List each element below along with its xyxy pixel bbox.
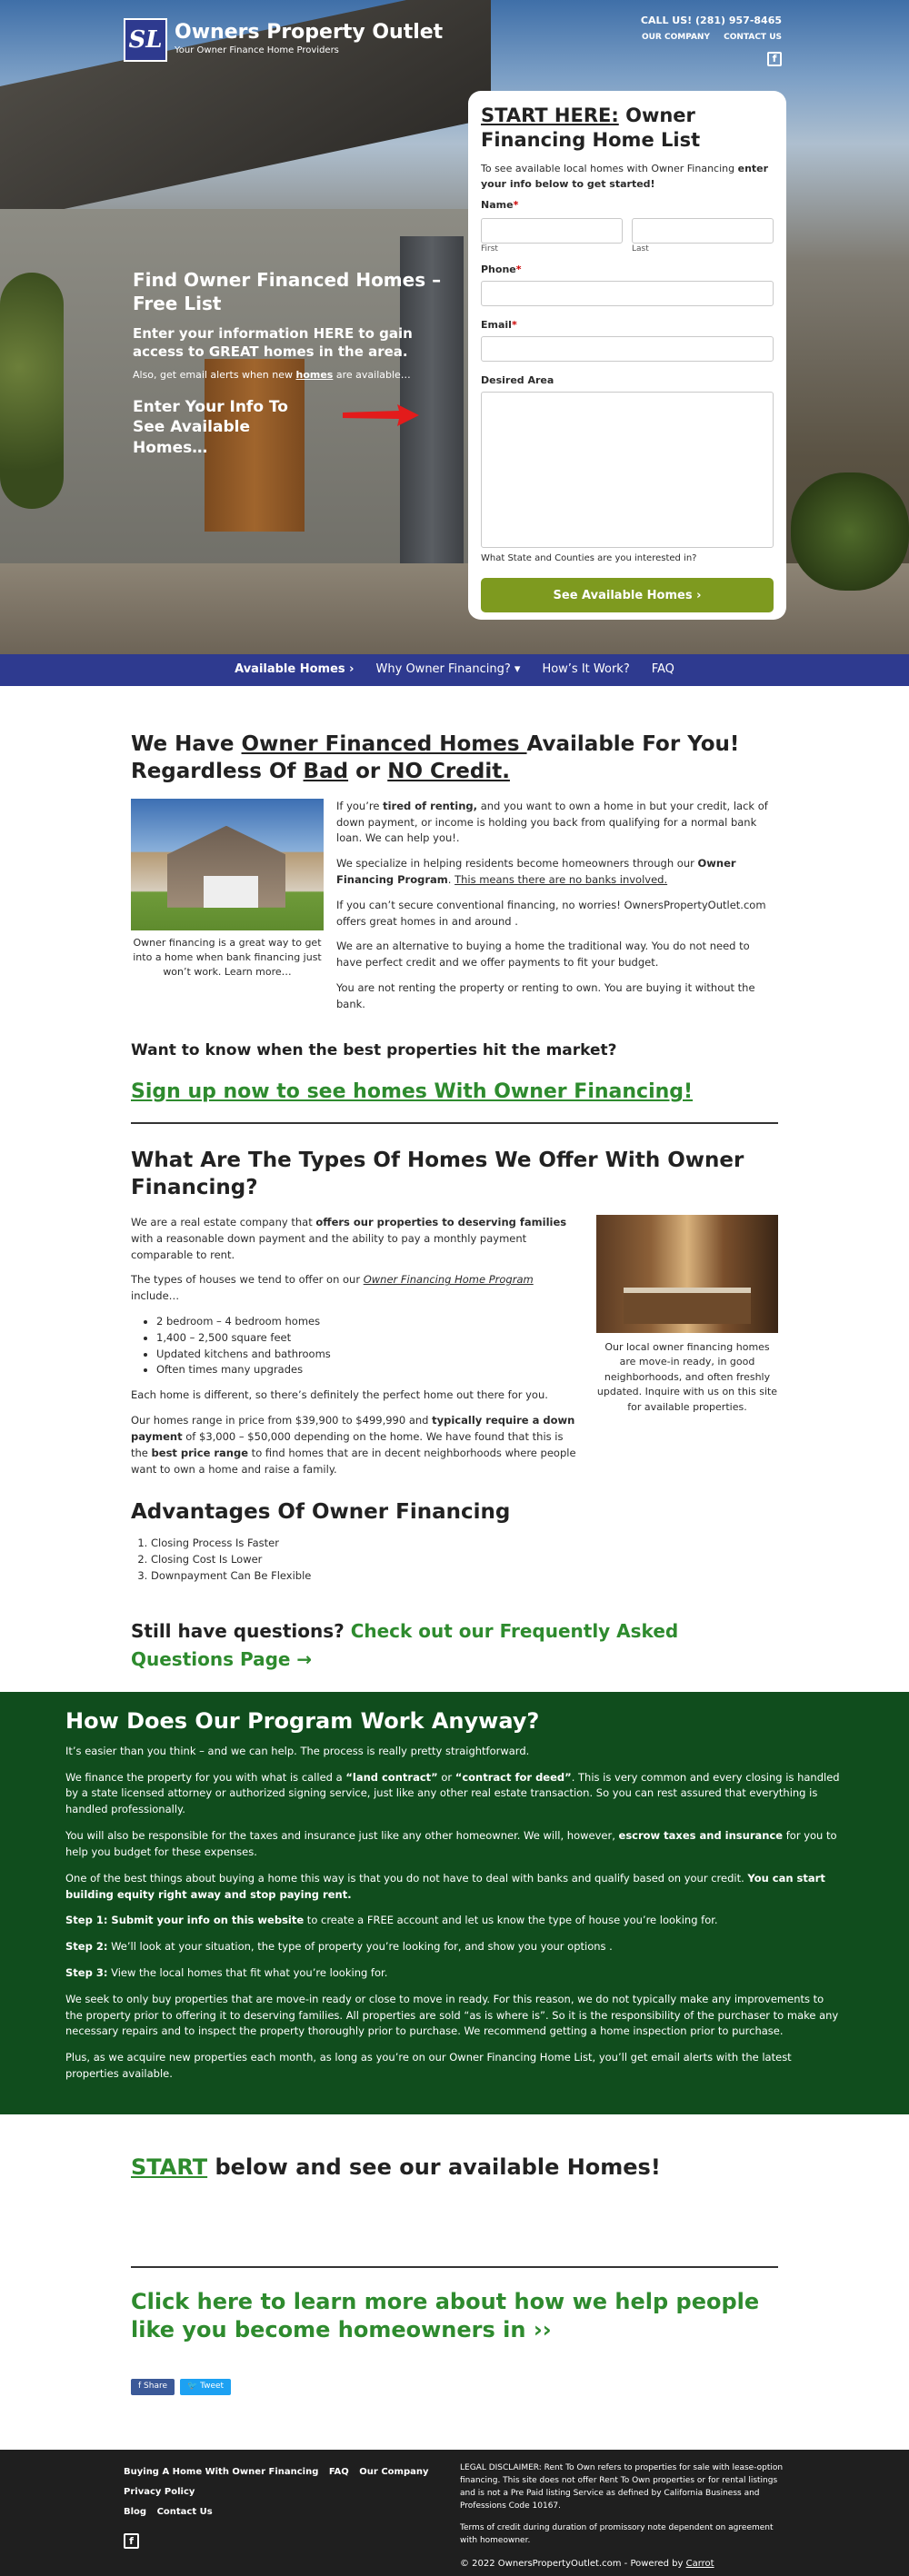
desired-area-textarea[interactable] <box>481 392 774 548</box>
house-photo-caption: Owner financing is a great way to get into a home when bank financing just won’t work. Learn more… <box>133 936 322 978</box>
desired-area-label: Desired Area <box>481 373 554 386</box>
program-section <box>0 1692 909 2114</box>
start-link[interactable]: START <box>131 2153 208 2180</box>
types-copy <box>131 1215 580 1487</box>
intro-p5: You are not renting the property or renting to own. You are buying it without the bank. <box>336 981 755 1010</box>
program-p4: One of the best things about buying a home this way is that you do not have to deal with banks and qualify based on your credit. You can start building equity right away and stop paying rent. <box>65 1871 825 1901</box>
list-item: • 2 bedroom – 4 bedroom homes <box>156 1314 580 1330</box>
program-p3: You will also be responsible for the taxes and insurance just like any other homeowner. We will, however, escrow taxes and insurance for you to help you budget for these expenses. <box>65 1829 837 1858</box>
hero-alerts: Also, get email alerts when new homes are available… <box>133 368 411 381</box>
types-p4: Our homes range in price from $39,900 to $499,990 and typically require a down payment of $3,000 – $50,000 depending on the home. We have found that this is the best price range to find homes that are in decent neighborhoods where people want to own a home and raise a family. <box>131 1414 576 1476</box>
intro-p1: If you’re tired of renting, and you want to own a home in but your credit, lack of down payment, or income is holding you back from qualifying for a normal bank loan. We can help you!. <box>336 799 768 845</box>
hero-section <box>0 0 909 654</box>
logo-link[interactable] <box>124 13 443 67</box>
footer-link[interactable]: Our Company <box>359 2467 429 2478</box>
start-heading: START below and see our available Homes! <box>131 2153 661 2180</box>
credit-terms: Terms of credit during duration of promissory note dependent on agreement with homeowner. <box>460 2523 774 2546</box>
section-divider <box>131 1122 778 1124</box>
logo-mark-icon: SL <box>124 18 167 62</box>
program-p6: Plus, as we acquire new properties each month, as long as you’re on our Owner Financing Home List, you’ll get email alerts with the latest properties available. <box>65 2051 792 2081</box>
hero-subtitle: Enter your information HERE to gain access to GREAT homes in the area. <box>133 325 413 361</box>
header-link-our-company[interactable]: OUR COMPANY <box>641 33 710 43</box>
nav-faq[interactable]: FAQ <box>651 662 674 677</box>
footer-link[interactable]: Buying A Home With Owner Financing <box>124 2467 319 2478</box>
nav-why-owner-financing[interactable]: Why Owner Financing? ▾ <box>375 662 521 677</box>
program-p5: We seek to only buy properties that are move-in ready or close to move in ready. For this reason, we do not typically make any improvements to the property prior to offering it to deserving families. All properties are sold “as is where is”. So it is the responsibility of the purchaser to make any necessary repairs and to inspect the property thoroughly prior to purchase. We recommend getting a home inspection prior to purchase. <box>65 1992 839 2038</box>
copyright: © 2022 OwnersPropertyOutlet.com - Powered by Carrot <box>460 2558 714 2569</box>
program-step-3: Step 3: View the local homes that fit what you’re looking for. <box>65 1965 388 1979</box>
types-heading: What Are The Types Of Homes We Offer With Owner Financing? <box>131 1149 744 1200</box>
advantages-list <box>151 1536 311 1584</box>
learn-more-link[interactable]: Click here to learn more about how we help people like you become homeowners in ›› <box>131 2289 760 2343</box>
types-p2: The types of houses we tend to offer on our Owner Financing Home Program include… <box>131 1273 534 1303</box>
nav-how-it-works[interactable]: How’s It Work? <box>542 662 630 677</box>
red-arrow-icon <box>343 404 419 426</box>
facebook-icon[interactable]: f <box>124 2533 139 2549</box>
legal-text: LEGAL DISCLAIMER: Rent To Own refers to properties for sale with lease-option financing. This site does not offer Rent To Own properties or for rental listings and is not a Pre Paid listing Service as defined by California Business and Professions Code 10167. <box>460 2463 784 2511</box>
hero-title: Find Owner Financed Homes – Free List <box>133 269 442 314</box>
program-step-2: Step 2: We’ll look at your situation, the type of property you’re looking for, and show you your options . <box>65 1940 613 1954</box>
footer-link[interactable]: Blog <box>124 2507 147 2518</box>
list-item: • Often times many upgrades <box>156 1362 580 1378</box>
phone-input[interactable] <box>481 281 774 306</box>
intro-p4: We are an alternative to buying a home the traditional way. You do not need to have perfect credit and we offer payments to fit your budget. <box>336 940 750 970</box>
legal-disclaimer <box>460 2462 785 2576</box>
carrot-link[interactable]: Carrot <box>685 2558 714 2569</box>
program-heading: How Does Our Program Work Anyway? <box>65 1707 540 1734</box>
types-p3: Each home is different, so there’s definitely the perfect home out there for you. <box>131 1388 548 1402</box>
section-divider <box>131 2266 778 2268</box>
footer <box>0 2450 909 2576</box>
lower-section <box>131 2114 778 2396</box>
hero-photo-bush-right <box>791 472 909 591</box>
header <box>124 13 782 67</box>
lead-form <box>468 91 786 620</box>
house-photo <box>131 799 324 930</box>
phone-label: Phone* <box>481 263 522 275</box>
header-link-contact-us[interactable]: CONTACT US <box>724 33 782 43</box>
home-types-list <box>156 1314 580 1378</box>
intro-figure <box>131 799 324 1022</box>
hero-photo-bush <box>0 273 64 509</box>
email-input[interactable] <box>481 336 774 362</box>
site-tagline: Your Owner Finance Home Providers <box>175 45 339 56</box>
intro-heading: We Have Owner Financed Homes Available For You! Regardless Of Bad or NO Credit. <box>131 732 740 783</box>
list-item: • 1,400 – 2,500 square feet <box>156 1330 580 1347</box>
first-name-input[interactable] <box>481 218 623 244</box>
kitchen-figure <box>596 1215 778 1487</box>
kitchen-photo-caption: Our local owner financing homes are move-in ready, in good neighborhoods, and often freshly updated. Inquire with us on this site for available properties. <box>596 1340 778 1413</box>
faq-prompt: Still have questions? Check out our Frequently Asked Questions Page → <box>131 1619 679 1670</box>
intro-p2: We specialize in helping residents become homeowners through our Owner Financing Program. This means there are no banks involved. <box>336 857 736 887</box>
advantages-heading: Advantages Of Owner Financing <box>131 1500 511 1525</box>
last-name-input[interactable] <box>632 218 774 244</box>
list-item: 3. Downpayment Can Be Flexible <box>151 1568 311 1585</box>
social-share <box>131 2379 778 2395</box>
list-item: • Updated kitchens and bathrooms <box>156 1347 580 1363</box>
list-item: 1. Closing Process Is Faster <box>151 1536 311 1552</box>
faq-link[interactable]: Check out our Frequently Asked Questions Page → <box>131 1619 679 1670</box>
call-us-phone[interactable]: CALL US! (281) 957-8465 <box>640 15 782 26</box>
site-name: Owners Property Outlet <box>175 20 444 44</box>
header-contact <box>631 13 782 67</box>
types-p1: We are a real estate company that offers our properties to deserving families with a reasonable down payment and the ability to pay a monthly payment comparable to rent. <box>131 1215 567 1261</box>
main-nav <box>0 654 909 686</box>
see-available-homes-button[interactable]: See Available Homes › <box>481 578 774 612</box>
intro-copy <box>336 799 778 1022</box>
list-item: 2. Closing Cost Is Lower <box>151 1552 311 1568</box>
main-content <box>131 686 778 1674</box>
hero-cta: Enter Your Info To See Available Homes… <box>133 397 288 458</box>
program-step-1: Step 1: Submit your info on this website to create a FREE account and let us know the type of house you’re looking for. <box>65 1914 718 1927</box>
nav-available-homes[interactable]: Available Homes › <box>235 662 355 677</box>
facebook-share-button[interactable]: f Share <box>131 2379 175 2395</box>
footer-link[interactable]: FAQ <box>328 2467 349 2478</box>
kitchen-photo <box>596 1215 778 1333</box>
desired-area-hint: What State and Counties are you interested in? <box>481 552 697 563</box>
footer-link[interactable]: Privacy Policy <box>124 2487 195 2498</box>
footer-link[interactable]: Contact Us <box>156 2507 213 2518</box>
market-question: Want to know when the best properties hit the market? <box>131 1040 617 1059</box>
tweet-button[interactable]: 🐦 Tweet <box>180 2379 231 2395</box>
email-label: Email* <box>481 318 517 331</box>
facebook-icon[interactable]: f <box>767 52 782 66</box>
name-label: Name* <box>481 198 519 211</box>
program-p1: It’s easier than you think – and we can help. The process is really pretty straightforward. <box>65 1744 530 1757</box>
first-name-hint: First <box>481 244 498 254</box>
signup-link[interactable]: Sign up now to see homes With Owner Financing! <box>131 1080 694 1104</box>
form-intro: To see available local homes with Owner Financing enter your info below to get started! <box>481 162 769 190</box>
last-name-hint: Last <box>632 244 649 254</box>
form-title: START HERE: Owner Financing Home List <box>481 104 701 152</box>
hero-copy <box>133 268 442 459</box>
program-p2: We finance the property for you with what is called a “land contract” or “contract for deed”. This is very common and every closing is handled by a state licensed attorney or authorized signing service, just like any other real estate transaction. So you can rest assured that everything is handled professionally. <box>65 1770 840 1816</box>
intro-p3: If you can’t secure conventional financing, no worries! OwnersPropertyOutlet.com offers great homes in and around . <box>336 898 766 928</box>
footer-links <box>124 2462 451 2576</box>
